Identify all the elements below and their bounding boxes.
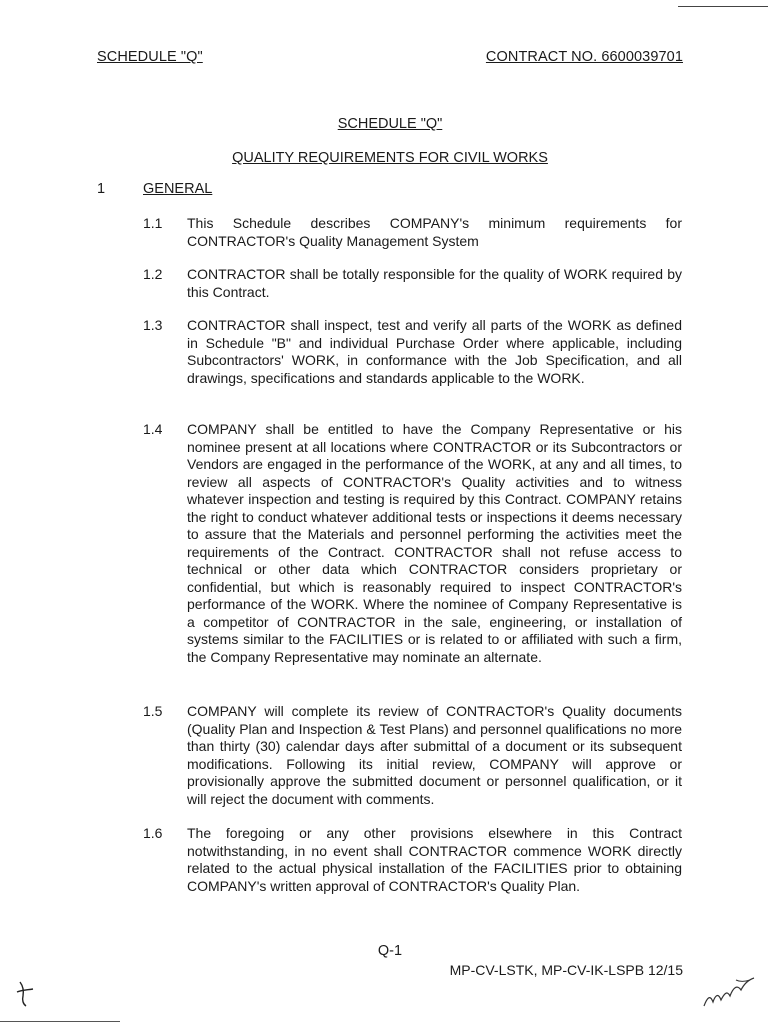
- footer-document-code: MP-CV-LSTK, MP-CV-IK-LSPB 12/15: [449, 962, 683, 978]
- paragraph-text: COMPANY shall be entitled to have the Company Representative or his nominee present at all locations where CONTRACTOR or its Subcontractors or Vendors are engaged in the performance of the WORK, at any and all times, to review all aspects of CONTRACTOR's Quality activities and to witness whatever inspection and testing is required by this Contract. COMPANY retains the right to conduct whatever additional tests or inspections it deems necessary to assure that the Materials and personnel performing the activities meet the requirements of the Contract. CONTRACTOR shall not refuse access to technical or other data which CONTRACTOR considers proprietary or confidential, but which is reasonably required to inspect CONTRACTOR's performance of the WORK. Where the nominee of Company Representative is a competitor of CONTRACTOR in the sale, engineering, or installation of systems similar to the FACILITIES or is related to or affiliated with such a firm, the Company Representative may nominate an alternate.: [187, 421, 682, 665]
- scan-edge-line-bottom: [0, 1021, 120, 1022]
- paragraph-1-5: [143, 703, 682, 808]
- paragraph-text: CONTRACTOR shall be totally responsible for the quality of WORK required by this Contract.: [187, 266, 682, 300]
- schedule-title: SCHEDULE "Q": [337, 116, 443, 132]
- paragraph-number: 1.6: [143, 825, 163, 841]
- paragraph-1-2: [143, 266, 682, 301]
- paragraph-number: 1.2: [143, 266, 163, 282]
- paragraph-text: This Schedule describes COMPANY's minimum requirements for CONTRACTOR's Quality Management System: [187, 215, 682, 249]
- paragraph-1-3: [143, 317, 682, 387]
- handwritten-signature: [700, 972, 760, 1012]
- paragraph-number: 1.1: [143, 215, 163, 231]
- header-contract-number: CONTRACT NO. 6600039701: [485, 49, 683, 65]
- header-schedule-label: SCHEDULE "Q": [97, 49, 203, 65]
- footer-page-number: Q-1: [377, 943, 403, 959]
- document-subtitle: QUALITY REQUIREMENTS FOR CIVIL WORKS: [232, 150, 548, 166]
- paragraph-1-1: [143, 215, 682, 250]
- paragraph-number: 1.3: [143, 317, 163, 333]
- section-title: GENERAL: [143, 181, 213, 197]
- paragraph-1-4: [143, 421, 682, 666]
- paragraph-number: 1.5: [143, 703, 163, 719]
- paragraph-text: The foregoing or any other provisions elsewhere in this Contract notwithstanding, in no event shall CONTRACTOR commence WORK directly related to the actual physical installation of the FACILITIES prior to obtaining COMPANY's written approval of CONTRACTOR's Quality Plan.: [187, 825, 682, 894]
- paragraph-1-6: [143, 825, 682, 895]
- section-number: 1: [97, 181, 106, 197]
- paragraph-text: CONTRACTOR shall inspect, test and verify all parts of the WORK as defined in Schedule "B" and individual Purchase Order where applicable, including Subcontractors' WORK, in conformance with the Job Specification, and all drawings, specifications and standards applicable to the WORK.: [187, 317, 682, 386]
- scan-edge-line: [678, 6, 768, 7]
- paragraph-text: COMPANY will complete its review of CONTRACTOR's Quality documents (Quality Plan and Inspection & Test Plans) and personnel qualifications no more than thirty (30) calendar days after submittal of a document or its subsequent modifications. Following its initial review, COMPANY will approve or provisionally approve the submitted document or personnel qualification, or it will reject the document with comments.: [187, 703, 682, 807]
- handwritten-initial-mark: [14, 978, 36, 1008]
- paragraph-number: 1.4: [143, 421, 163, 437]
